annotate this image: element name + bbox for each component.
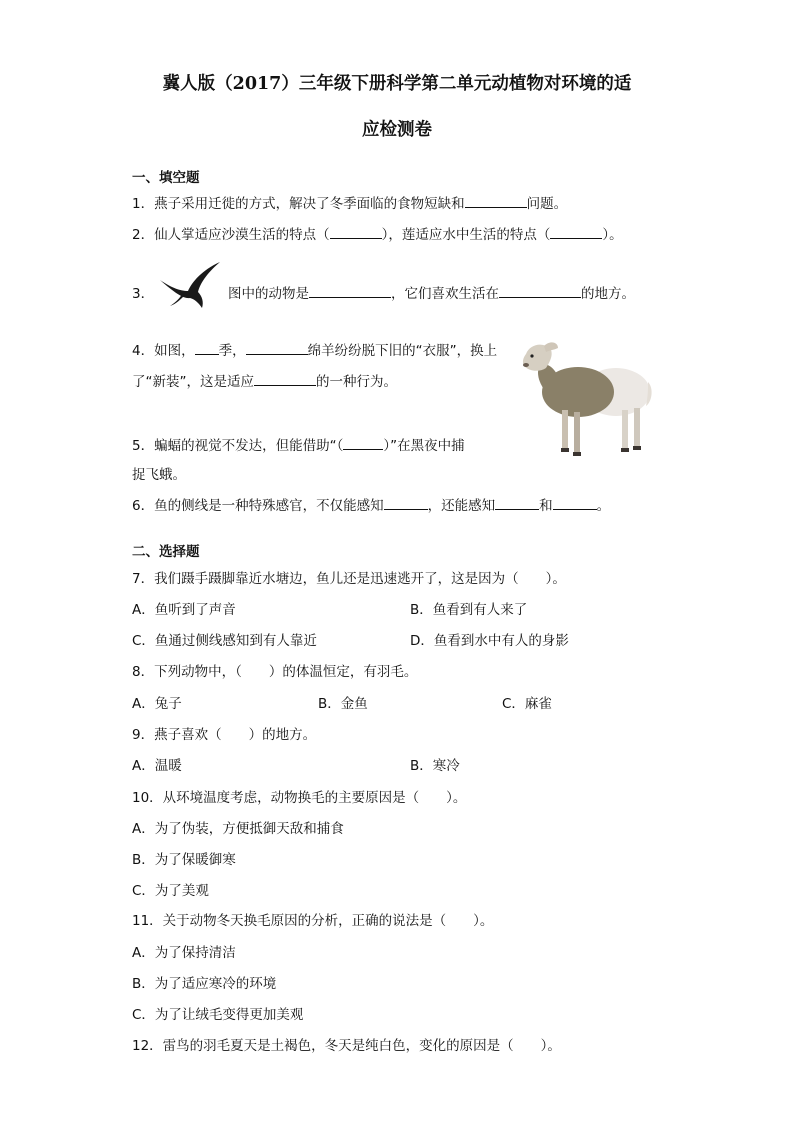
q11-stem: 11．关于动物冬天换毛原因的分析，正确的说法是（ ）。	[132, 913, 494, 929]
q3-part-b: ，它们喜欢生活在	[391, 286, 499, 302]
q10-option-b[interactable]: B．为了保暖御寒	[132, 852, 236, 868]
q9-stem: 9．燕子喜欢（ ）的地方。	[132, 727, 317, 743]
q5-part-b: ）”在黑夜中捕	[383, 438, 465, 454]
question-5-line2: 捉飞蛾。	[132, 467, 186, 483]
q7-option-b[interactable]: B．鱼看到有人来了	[410, 602, 528, 618]
q6-blank-3	[553, 495, 597, 510]
q7-option-a[interactable]: A．鱼听到了声音	[132, 602, 236, 618]
q3-blank-1	[309, 283, 391, 298]
q1-tail: 问题。	[526, 196, 568, 212]
q4-part-c: 绵羊纷纷脱下旧的“衣服”，换上	[307, 343, 498, 359]
q11-option-c[interactable]: C．为了让绒毛变得更加美观	[132, 1007, 304, 1023]
question-1	[132, 192, 567, 212]
q7-option-d[interactable]: D．鱼看到水中有人的身影	[410, 633, 569, 649]
q3-part-a: 图中的动物是	[228, 286, 309, 302]
q2-part-c: ）。	[602, 227, 623, 243]
q12-stem: 12．雷鸟的羽毛夏天是土褐色，冬天是纯白色，变化的原因是（ ）。	[132, 1038, 561, 1054]
question-5-line1	[132, 434, 465, 454]
q6-part-a: 6．鱼的侧线是一种特殊感官，不仅能感知	[132, 498, 384, 514]
q3-blank-2	[499, 283, 581, 298]
q4-part-e: 的一种行为。	[316, 374, 397, 390]
q4-part-b: 季，	[218, 343, 246, 359]
q1-text: 1．燕子采用迁徙的方式，解决了冬季面临的食物短缺和	[132, 196, 465, 212]
q8-option-c[interactable]: C．麻雀	[502, 696, 552, 712]
q7-option-c[interactable]: C．鱼通过侧线感知到有人靠近	[132, 633, 317, 649]
q8-stem: 8．下列动物中，（ ）的体温恒定，有羽毛。	[132, 664, 418, 680]
q4-blank-1	[195, 340, 219, 355]
q1-blank	[465, 193, 527, 208]
q2-part-a: 2．仙人掌适应沙漠生活的特点（	[132, 227, 330, 243]
q7-stem: 7．我们蹑手蹑脚靠近水塘边，鱼儿还是迅速逃开了，这是因为（ ）。	[132, 571, 566, 587]
q4-part-d: 了“新装”，这是适应	[132, 374, 254, 390]
q6-part-b: ，还能感知	[427, 498, 496, 514]
question-2	[132, 223, 623, 243]
q5-part-a: 5．蝙蝠的视觉不发达，但能借助“（	[132, 438, 344, 454]
q5-blank	[343, 435, 383, 450]
q10-option-a[interactable]: A．为了伪装，方便抵御天敌和捕食	[132, 821, 344, 837]
q10-option-c[interactable]: C．为了美观	[132, 883, 209, 899]
section-choice-heading: 二、选择题	[132, 544, 200, 560]
q11-option-a[interactable]: A．为了保持清洁	[132, 945, 236, 961]
q6-part-c: 和	[539, 498, 553, 514]
q6-part-d: 。	[596, 498, 611, 514]
q8-option-a[interactable]: A．兔子	[132, 696, 182, 712]
swallow-illustration	[158, 258, 228, 310]
question-3	[228, 282, 635, 302]
q9-option-a[interactable]: A．温暖	[132, 758, 182, 774]
q4-part-a: 4．如图，	[132, 343, 195, 359]
sheep-photo	[518, 332, 654, 458]
question-4-line2	[132, 370, 397, 390]
question-4-line1	[132, 339, 497, 359]
q3-part-c: 的地方。	[581, 286, 635, 302]
q11-option-b[interactable]: B．为了适应寒冷的环境	[132, 976, 277, 992]
section-fill-heading: 一、填空题	[132, 170, 200, 186]
q4-blank-3	[254, 371, 316, 386]
page-title-line2: 应检测卷	[362, 120, 432, 140]
q8-option-b[interactable]: B．金鱼	[318, 696, 368, 712]
q3-number: 3．	[132, 286, 155, 302]
q4-blank-2	[246, 340, 308, 355]
q2-blank-2	[550, 224, 602, 239]
q6-blank-1	[384, 495, 428, 510]
q2-part-b: ），莲适应水中生活的特点（	[381, 227, 551, 243]
q10-stem: 10．从环境温度考虑，动物换毛的主要原因是（ ）。	[132, 790, 467, 806]
question-6	[132, 494, 610, 514]
q2-blank-1	[330, 224, 382, 239]
q6-blank-2	[495, 495, 539, 510]
page-title-line1: 冀人版（2017）三年级下册科学第二单元动植物对环境的适	[162, 74, 632, 94]
q9-option-b[interactable]: B．寒冷	[410, 758, 460, 774]
